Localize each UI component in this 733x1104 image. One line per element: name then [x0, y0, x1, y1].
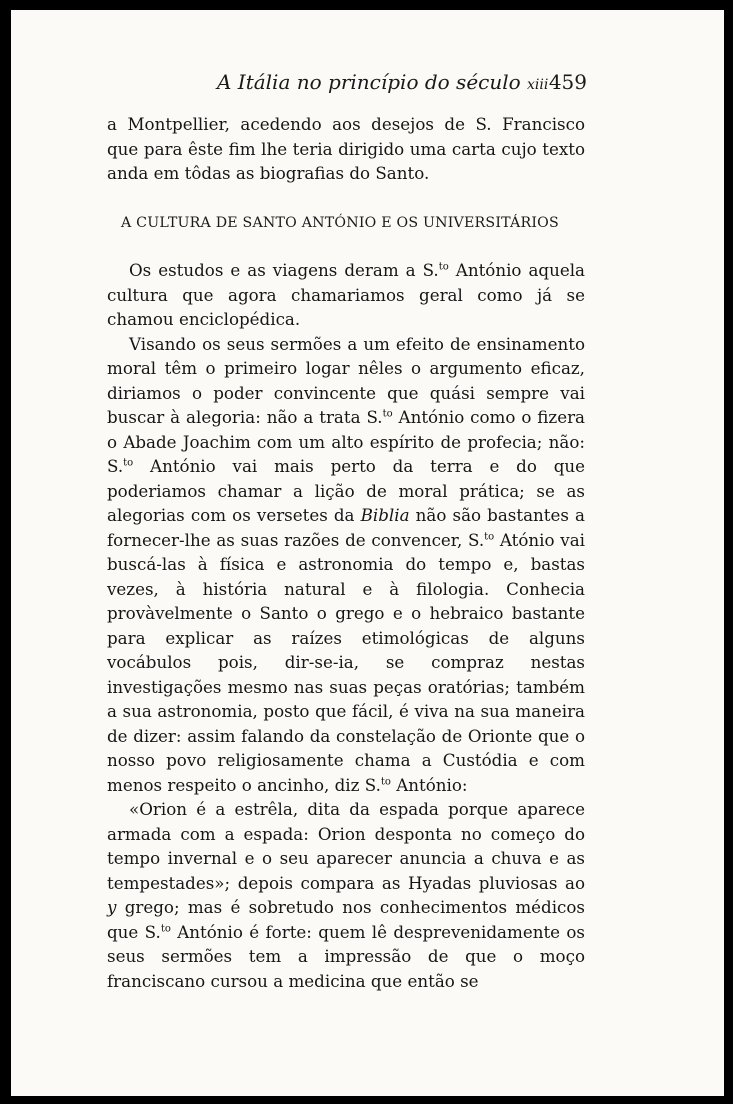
greek-y-italic: y — [107, 897, 117, 917]
paragraph: Os estudos e as viagens deram a S.$^{to}$ António aquela cultura que agora chamariamos geral como já se chamou enciclopédica. — [107, 260, 585, 329]
century-numeral: xiii — [527, 77, 549, 93]
section-heading: A CULTURA DE SANTO ANTÓNIO E OS UNIVERSITÁRIOS — [121, 215, 559, 231]
book-page — [11, 10, 724, 1096]
running-title: A Itália no princípio do século xiii — [217, 70, 549, 94]
bible-italic: Biblia — [360, 505, 410, 525]
paragraph: «Orion é a estrêla, dita da espada porque aparece armada com a espada: Orion desponta no começo do tempo invernal e o seu aparecer anuncia a chuva e as tempestades»; depois compara as Hyadas pluviosas ao y grego; mas é sobretudo nos conhecimentos médicos que S.$^{to}$ António é forte: quem lê desprevenidamente os seus sermões tem a impressão de que o moço franciscano cursou a medicina que então se — [107, 799, 585, 991]
intro-paragraph: a Montpellier, acedendo aos desejos de S. Francisco que para êste fim lhe teria dirigido uma carta cujo texto anda em tôdas as biografias do Santo. — [107, 114, 585, 183]
body-text — [107, 258, 585, 993]
page-number: 459 — [548, 70, 587, 94]
paragraph: Visando os seus sermões a um efeito de ensinamento moral têm o primeiro logar nêles o argumento eficaz, diriamos o poder convincente que quási sempre vai buscar à alegoria: não a trata S.$^{to}$ António como o fizera o Abade Joachim com um alto espírito de profecia; não: S.$^{to}$ António vai mais perto da terra e do que poderiamos chamar a lição de moral prática; se as alegorias com os versetes da Biblia não são bastantes a fornecer-lhe as suas razões de convencer, S.$^{to}$ Atónio vai buscá-las à física e astronomia do tempo e, bastas vezes, à história natural e à filologia. Conhecia provàvelmente o Santo o grego e o hebraico bastante para explicar as raízes etimológicas de alguns vocábulos pois, dir-se-ia, se compraz nestas investigações mesmo nas suas peças oratórias; também a sua astronomia, posto que fácil, é viva na sua maneira de dizer: assim falando da constelação de Orionte que o nosso povo religiosamente chama a Custódia e com menos respeito o ancinho, diz S.$^{to}$ António: — [107, 333, 586, 795]
